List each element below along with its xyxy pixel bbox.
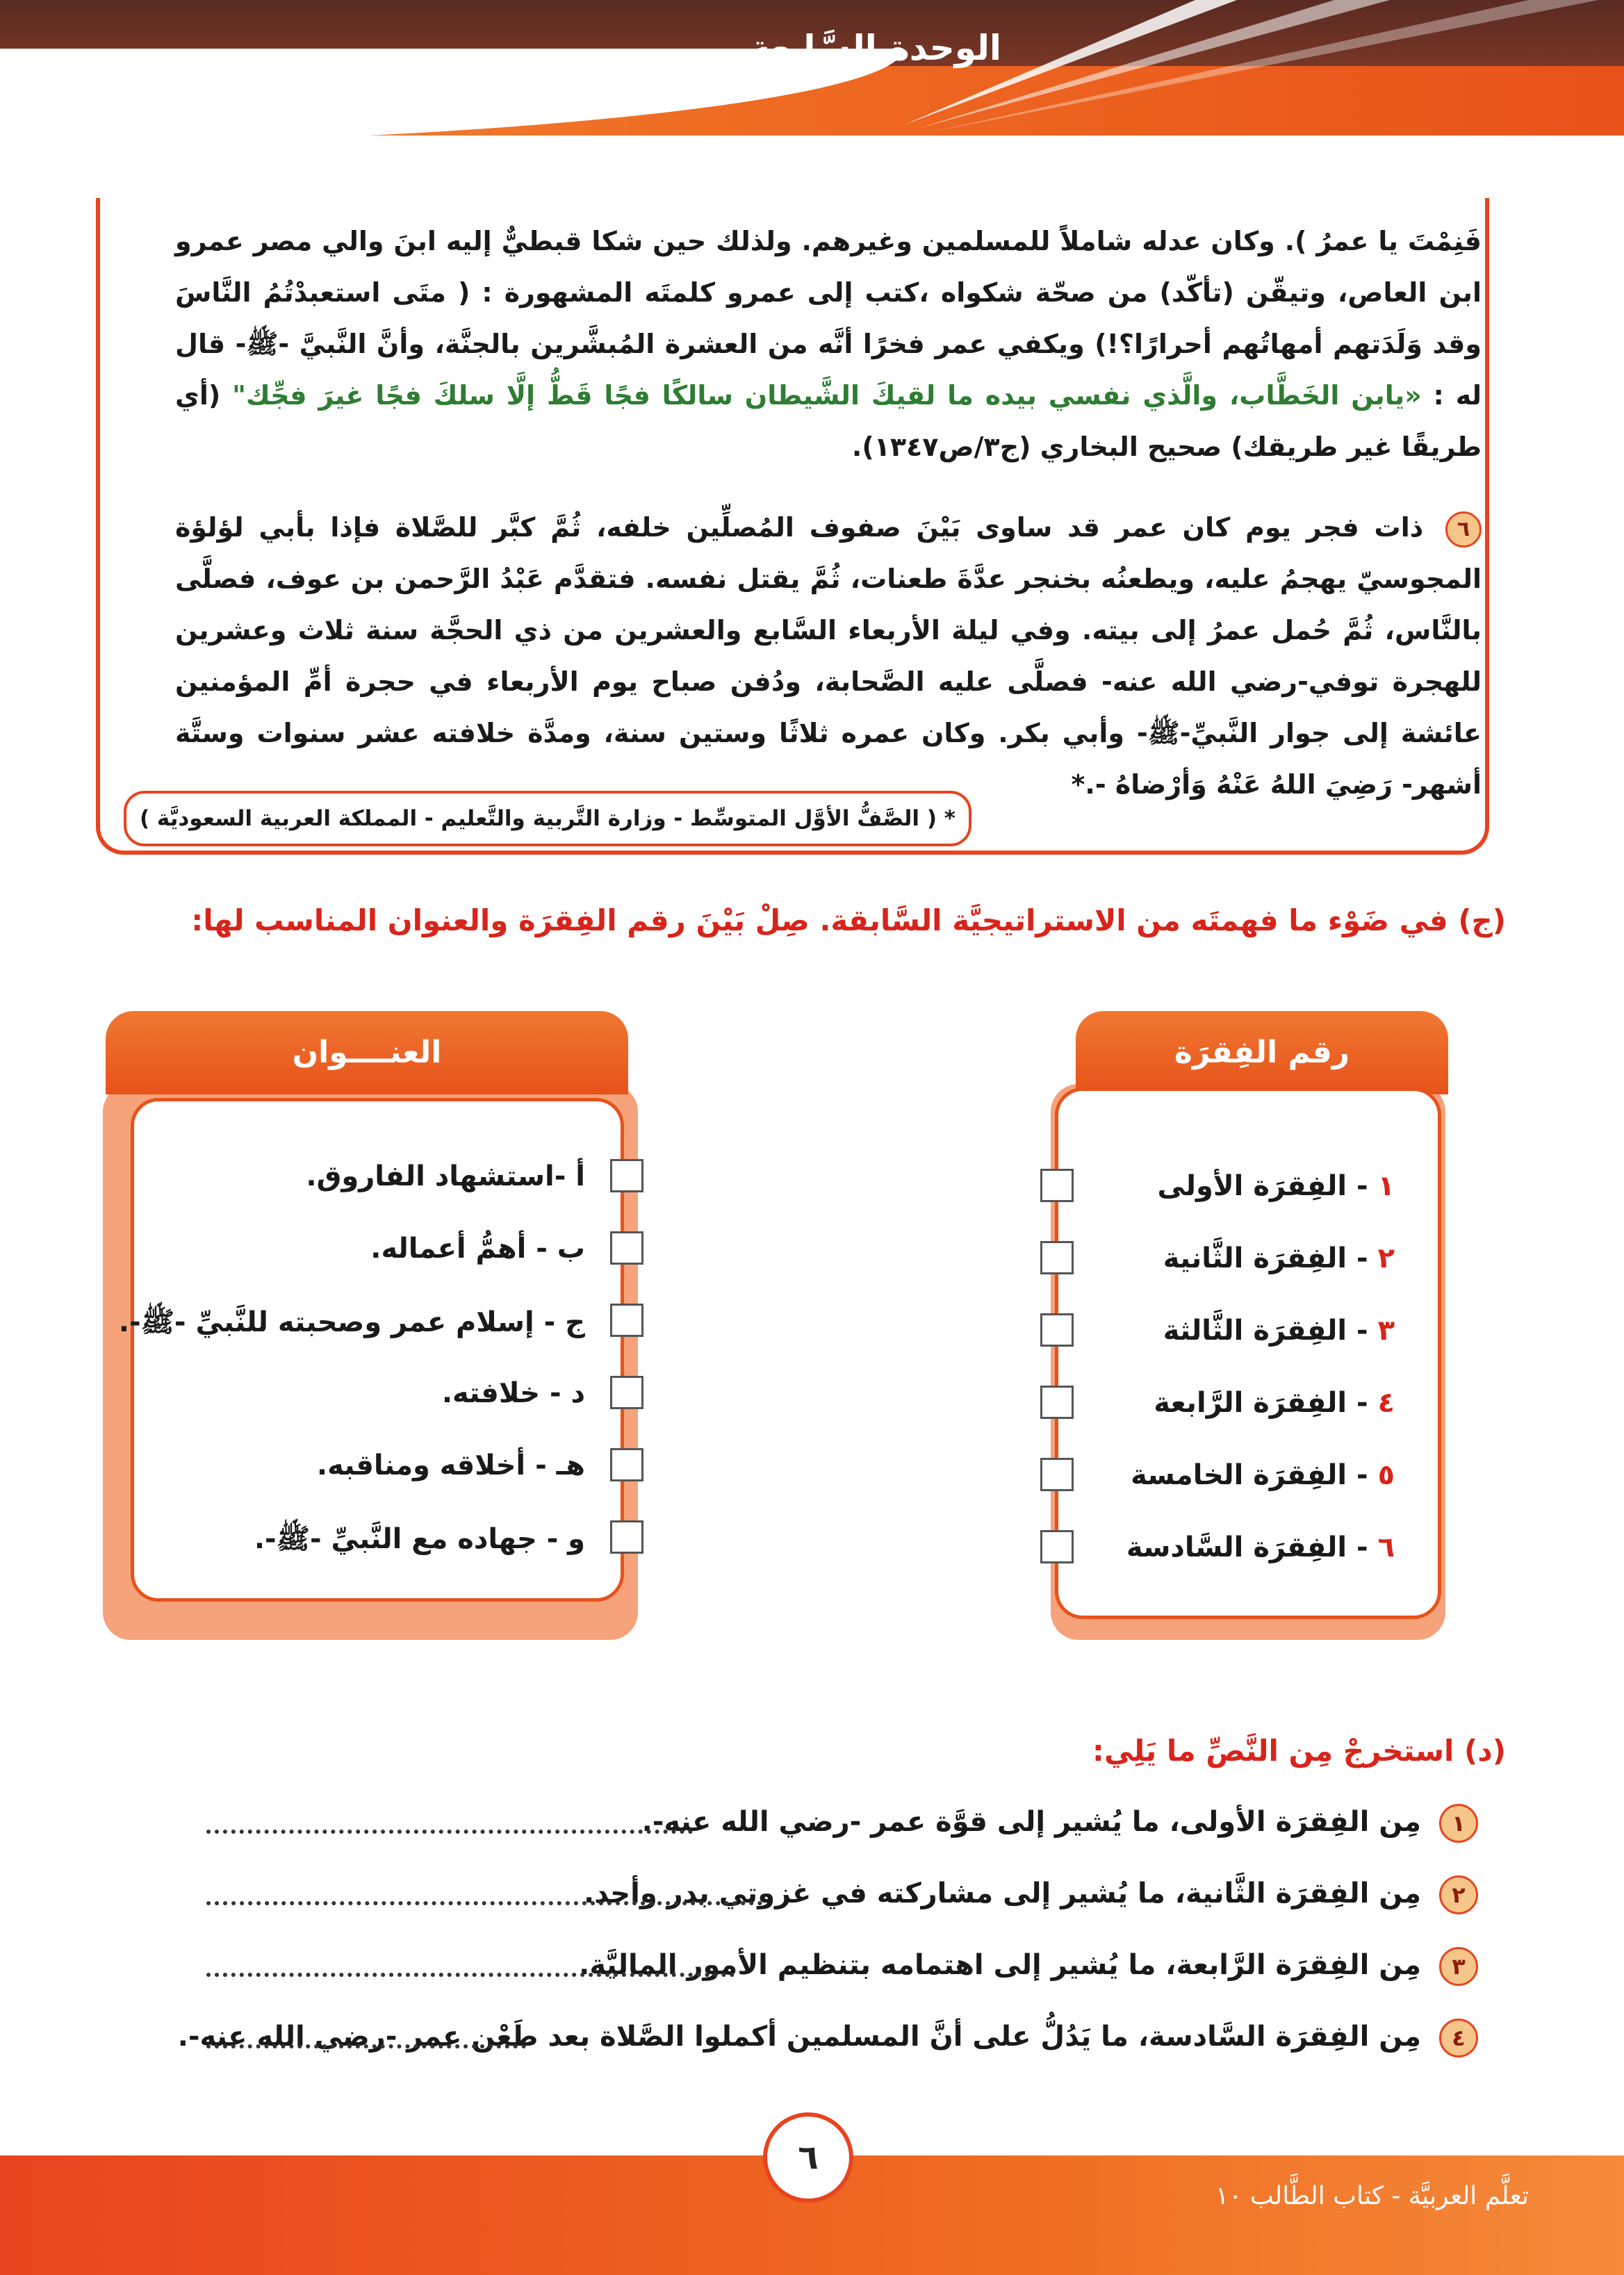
para-row-4: ٤ - الفِقرَة الرَّابعة [1154, 1387, 1395, 1419]
title-checkbox-c[interactable] [610, 1304, 643, 1337]
para-row-3: ٣ - الفِقرَة الثَّالثة [1163, 1315, 1395, 1347]
page-number: ٦ [763, 2112, 853, 2203]
answer-line[interactable] [206, 1830, 693, 1834]
question-number-badge: ٣ [1439, 1947, 1478, 1986]
title-row-c: ج - إسلام عمر وصحبته للنَّبيِّ -ﷺ-. [118, 1306, 585, 1338]
para-checkbox-6[interactable] [1040, 1530, 1074, 1563]
title-checkbox-a[interactable] [610, 1159, 643, 1192]
question-text: مِن الفِقرَة الأولى، ما يُشير إلى قوَّة عمر -رضي الله عنه-. [641, 1806, 1422, 1838]
para-checkbox-5[interactable] [1040, 1458, 1074, 1491]
answer-line[interactable] [206, 1901, 762, 1905]
question-3 [88, 1941, 1478, 1989]
book-title: تعلَّم العربيَّة - كتاب الطَّالب ١٠ [1215, 2182, 1529, 2210]
source-note: * ( الصَّفُّ الأوَّل المتوسِّط - وزارة التَّربية والتَّعليم - المملكة العربية السعوديَّة ) [124, 791, 971, 846]
unit-title: الوحدة السَّابعة [750, 28, 1001, 68]
title-row-e: هـ - أخلاقه ومناقبه. [316, 1449, 585, 1481]
paragraph-5-text-b: (أي طريقًا غير طريقك) صحيح البخاري (ج٣/ص١٣٤٧). [175, 380, 1482, 462]
paragraph-5-text-a: فَنِمْتَ يا عمرُ ). وكان عدله شاملاً للمسلمين وغيرهم. ولذلك حين شكا قبطيٌّ إليه ابنَ والي مصر عمرو ابن العاص، وتيقّن (تأكّد) من صحّة شكواه ،كتب إلى عمرو كلمتَه المشهورة : ( متَى استعبدْتُمُ النَّاسَ وقد وَلَدَتهم أمهاتُهم أحرارًا؟!) ويكفي عمر فخرًا أنَّه من العشرة المُبشَّرين بالجنَّة، وأنَّ النَّبيَّ -ﷺ- قال له : [175, 226, 1482, 411]
paragraph-number-badge: ٦ [1445, 511, 1482, 548]
answer-line[interactable] [206, 2044, 526, 2048]
para-checkbox-3[interactable] [1040, 1313, 1074, 1347]
paragraph-6-text: ذات فجر يوم كان عمر قد ساوى بَيْنَ صفوف المُصلِّين خلفه، ثُمَّ كبَّر للصَّلاة فإذا بأبي لؤلؤة المجوسيّ يهجمُ عليه، ويطعنُه بخنجر عدَّةَ طعنات، ثُمَّ يقتل نفسه. فتقدَّم عَبْدُ الرَّحمن بن عوف، فصلَّى بالنَّاس، ثُمَّ حُمل عمرُ إلى بيته. وفي ليلة الأربعاء السَّابع والعشرين من ذي الحجَّة سنة ثلاث وعشرين للهجرة توفي-رضي الله عنه- فصلَّى عليه الصَّحابة، ودُفن صباح يوم الأربعاء في حجرة أمِّ المؤمنين عائشة إلى جوار النَّبيِّ-ﷺ- وأبي بكر. وكان عمره ثلاثًا وستين سنة، ومدَّة خلافته عشر سنوات وستَّة أشهر- رَضِيَ اللهُ عَنْهُ وَأرْضاهُ -.* [175, 512, 1482, 800]
question-number-badge: ٤ [1439, 2019, 1478, 2058]
answer-line[interactable] [206, 1973, 735, 1977]
question-number-badge: ١ [1439, 1804, 1478, 1843]
question-4 [88, 2012, 1478, 2061]
para-checkbox-1[interactable] [1040, 1169, 1074, 1202]
section-d-heading: (د) استخرجْ مِن النَّصِّ ما يَلِي: [1092, 1734, 1506, 1768]
question-number-badge: ٢ [1439, 1875, 1478, 1914]
para-checkbox-2[interactable] [1040, 1241, 1074, 1274]
question-text: مِن الفِقرَة السَّادسة، ما يَدُلُّ على أنَّ المسلمين أكملوا الصَّلاة بعد طَعْن عمر -رضي الله عنه-. [177, 2021, 1422, 2053]
title-checkbox-f[interactable] [610, 1520, 643, 1554]
para-row-2: ٢ - الفِقرَة الثَّانية [1163, 1242, 1395, 1274]
paragraph-6 [175, 502, 1482, 810]
question-1 [88, 1798, 1478, 1846]
para-row-1: ١ - الفِقرَة الأولى [1157, 1170, 1395, 1202]
title-row-b: ب - أهمُّ أعماله. [370, 1233, 585, 1265]
title-checkbox-d[interactable] [610, 1376, 643, 1409]
header-rays-decoration [903, 0, 1624, 139]
para-row-5: ٥ - الفِقرَة الخامسة [1131, 1459, 1395, 1491]
para-checkbox-4[interactable] [1040, 1386, 1074, 1419]
title-checkbox-e[interactable] [610, 1448, 643, 1481]
question-text: مِن الفِقرَة الرَّابعة، ما يُشير إلى اهتمامه بتنظيم الأمور الماليَّة. [579, 1949, 1422, 1981]
title-row-a: أ -استشهاد الفاروق. [306, 1160, 585, 1192]
section-c-heading: (ج) في ضَوْء ما فهمتَه من الاستراتيجيَّة السَّابقة. صِلْ بَيْنَ رقم الفِقرَة والعنوان المناسب لها: [191, 903, 1506, 937]
prophet-quote: «يابن الخَطَّاب، والَّذي نفسي بيده ما لقيكَ الشَّيطان سالكًا فجًا قَطُّ إلَّا سلكَ فجًا غيرَ فجِّك" [232, 380, 1422, 411]
para-panel-header: رقم الفِقرَة [1076, 1011, 1448, 1094]
question-2 [88, 1869, 1478, 1918]
para-row-6: ٦ - الفِقرَة السَّادسة [1126, 1531, 1395, 1563]
paragraph-5-tail [175, 215, 1482, 473]
title-row-f: و - جهاده مع النَّبيِّ -ﷺ-. [254, 1523, 585, 1555]
question-text: مِن الفِقرَة الثَّانية، ما يُشير إلى مشاركته في غزوتي بدر وأحد. [584, 1878, 1422, 1909]
title-checkbox-b[interactable] [610, 1231, 643, 1265]
title-row-d: د - خلافته. [441, 1377, 585, 1409]
title-panel-header: العنــــوان [106, 1011, 628, 1094]
